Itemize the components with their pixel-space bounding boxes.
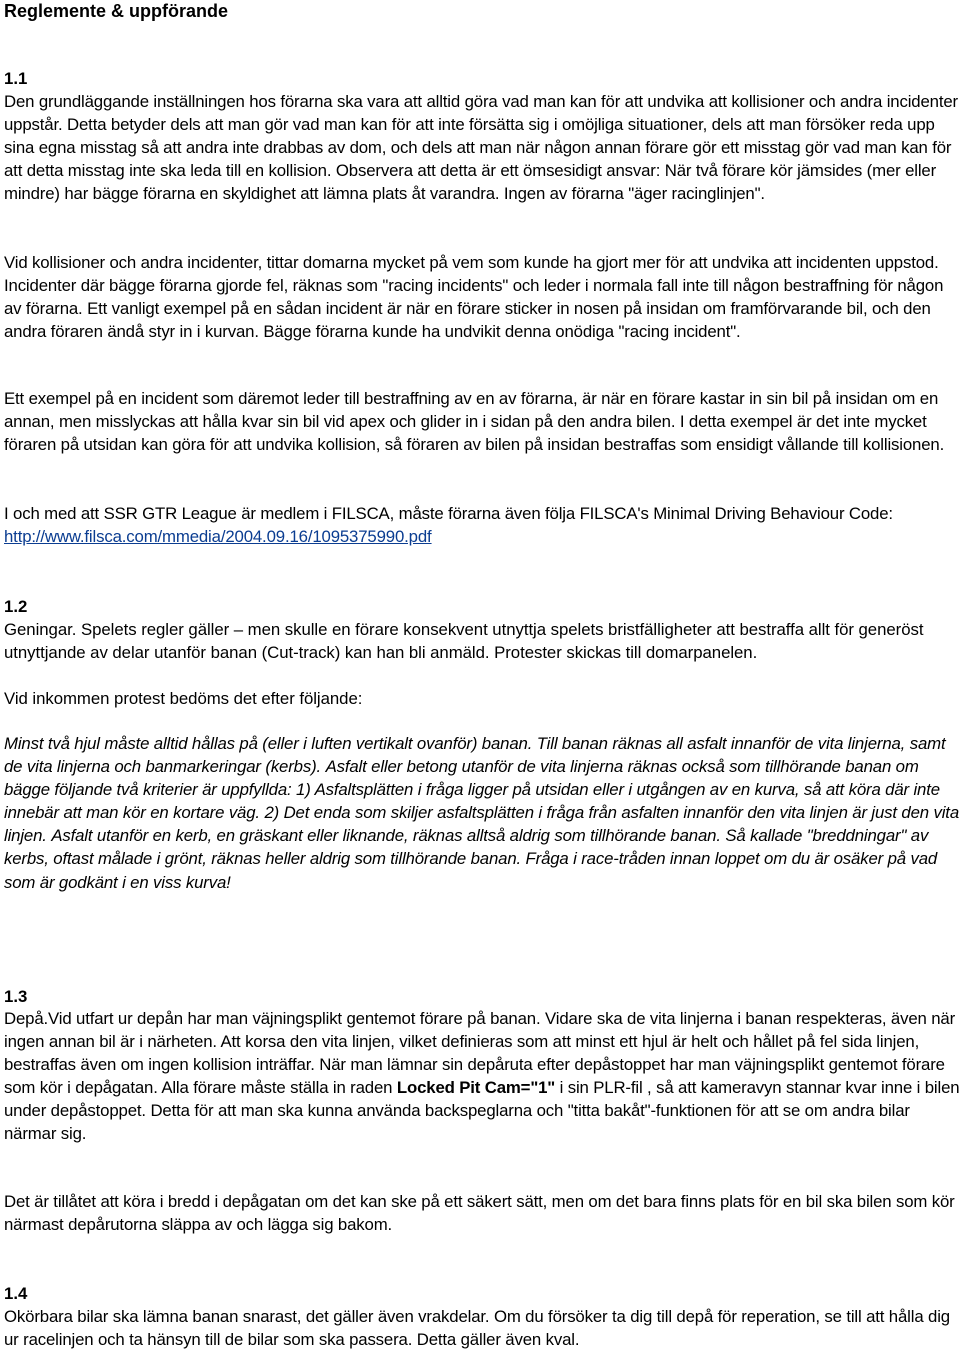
text-span: Så kallade "breddningar" av kerbs, oftast målade i grönt, räknas heller aldrig som tillhörande banan. bbox=[4, 826, 929, 869]
text-span: I detta exempel är det inte mycket föraren på utsidan kan göra för att undvika kollision, så föraren av bilen på insidan bestraffas som ensidigt vållande till kollisionen. bbox=[4, 412, 945, 455]
text-span: Asfalt eller betong utanför de vita linjerna räknas också som tillhörande banan om bägge följande två kriterier är uppfyllda: 1) Asfaltsplätten i fråga ligger på utsidan eller i utgången av en kurva, så att köra där inte innebär att man kör en kortare väg. 2) Det enda som skiljer asfaltsplätten i fråga från asfalten innanför den vita linjen är just den vita linjen. bbox=[4, 757, 960, 846]
text-span: i sin PLR-fil , så att kameravyn stannar kvar inne i bilen under depåstoppet. bbox=[4, 1078, 960, 1121]
text-span: Observera att detta är ett ömsesidigt ansvar: När två förare kör jämsides (mer eller mindre) har bägge förarna en skyldighet att lämna plats åt varandra. Ingen av förarna "äger racinglinjen". bbox=[4, 161, 937, 204]
section-1-2-paragraph-1 bbox=[4, 618, 960, 664]
section-number-1-3: 1.3 bbox=[4, 987, 28, 1006]
text-span: Minst två hjul måste alltid hållas på (eller i luften vertikalt ovanför) banan. bbox=[4, 734, 533, 753]
text-span: Till banan räknas all asfalt innanför de vita linjerna, samt de vita linjerna och banmarkeringar (kerbs). bbox=[4, 734, 946, 777]
text-span: Om du försöker ta dig till depå för reperation, se till att hålla dig ur racelinjen och ta hänsyn till de bilar som ska passera. Detta gäller även kval. bbox=[4, 1307, 950, 1350]
text-span: Incidenter där bägge förarna gjorde fel, räknas som "racing incidents" och leder i normala fall inte till någon bestraffning för någon av förarna. bbox=[4, 276, 944, 319]
section-1-4-paragraph-1 bbox=[4, 1305, 960, 1351]
text-span: Att korsa den vita linjen, vilket definieras som att minst ett hjul är helt och hållet på fel sida linjen, bestraffas även om ingen kollision inträffar. bbox=[4, 1032, 920, 1075]
text-span: Ett exempel på en incident som däremot leder till bestraffning av en av förarna, är när en förare kastar in sin bil på insidan om en annan, men misslyckas att hålla kvar sin bil vid apex och glider in i sidan på den andra bilen. bbox=[4, 389, 939, 432]
text-span: Okörbara bilar ska lämna banan snarast, det gäller även vrakdelar. bbox=[4, 1307, 490, 1326]
text-span: I och med att SSR GTR League är medlem i FILSCA, måste förarna även följa FILSCA's Minimal Driving Behaviour Code: bbox=[4, 504, 893, 523]
filsca-pdf-link[interactable]: http://www.filsca.com/mmedia/2004.09.16/1095375990.pdf bbox=[4, 527, 432, 547]
section-number-1-4: 1.4 bbox=[4, 1284, 28, 1303]
text-span: Alla förare måste ställa in raden bbox=[161, 1078, 397, 1098]
text-span: Asfalt utanför en kerb, en gräskant eller liknande, räknas alltså aldrig som tillhörande banan. bbox=[51, 826, 721, 846]
locked-pit-cam-setting: Locked Pit Cam="1" bbox=[396, 1078, 556, 1098]
section-1-1-paragraph-1 bbox=[4, 90, 960, 205]
text-span: Detta för att man ska kunna använda backspeglarna och "titta bakåt"-funktionen för att se om andra bilar närmar sig. bbox=[4, 1101, 910, 1144]
text-span: Vidare ska de vita linjerna i banan respekteras, även när ingen annan bil är i närheten. bbox=[4, 1009, 956, 1052]
text-span: Depå.Vid utfart ur depån har man väjningsplikt gentemot förare på banan. bbox=[4, 1009, 541, 1028]
section-1-2-italic-rules bbox=[4, 732, 960, 894]
text-span: När man lämnar sin depåruta efter depåstoppet har man väjningsplikt gentemot förare som kör i depågatan. bbox=[4, 1055, 945, 1098]
section-1-1-paragraph-2 bbox=[4, 251, 960, 343]
section-1-3-paragraph-2: Det är tillåtet att köra i bredd i depågatan om det kan ske på ett säkert sätt, men om det bara finns plats för en bil ska bilen som kör närmast depårutorna släppa av och lägga sig bakom. bbox=[4, 1192, 955, 1235]
text-span: Fråga i race-tråden innan loppet om du är osäker på vad som är godkänt i en viss kurva! bbox=[4, 849, 938, 892]
page-title: Reglemente & uppförande bbox=[4, 1, 229, 21]
section-1-1-paragraph-3 bbox=[4, 387, 960, 456]
section-number-1-1: 1.1 bbox=[4, 69, 28, 88]
section-number-1-2: 1.2 bbox=[4, 597, 28, 616]
text-span: Den grundläggande inställningen hos förarna ska vara att alltid göra vad man kan för att undvika att kollisioner och andra incidenter uppstår. bbox=[4, 92, 958, 135]
text-span: Spelets regler gäller – men skulle en förare konsekvent utnyttja spelets bristfälligheter att bestraffa allt för generöst utnyttjande av delar utanför banan (Cut-track) kan han bli anmäld. Protester skickas till domarpanelen. bbox=[4, 620, 924, 663]
section-1-2-paragraph-2: Vid inkommen protest bedöms det efter följande: bbox=[4, 689, 363, 708]
text-span: Vid kollisioner och andra incidenter, tittar domarna mycket på vem som kunde ha gjort mer för att undvika att incidenten uppstod. bbox=[4, 253, 939, 272]
text-span: Geningar. bbox=[4, 620, 77, 639]
section-1-3-paragraph-1 bbox=[4, 1007, 960, 1146]
section-1-1-paragraph-4 bbox=[4, 502, 960, 548]
text-span: Ett vanligt exempel på en sådan incident är när en förare sticker in nosen på insidan om framförvarande bil, och den andra föraren ändå styr in i kurvan. Bägge förarna kunde ha undvikit denna onödiga "racing incident". bbox=[4, 299, 931, 342]
text-span: Detta betyder dels att man gör vad man kan för att inte försätta sig i omöjliga situationer, dels att man försöker reda upp sina egna misstag så att andra inte drabbas av dom, och dels att man när någon annan förare gör ett misstag gör vad man kan för att detta misstag inte ska leda till en kollision. bbox=[4, 115, 952, 181]
